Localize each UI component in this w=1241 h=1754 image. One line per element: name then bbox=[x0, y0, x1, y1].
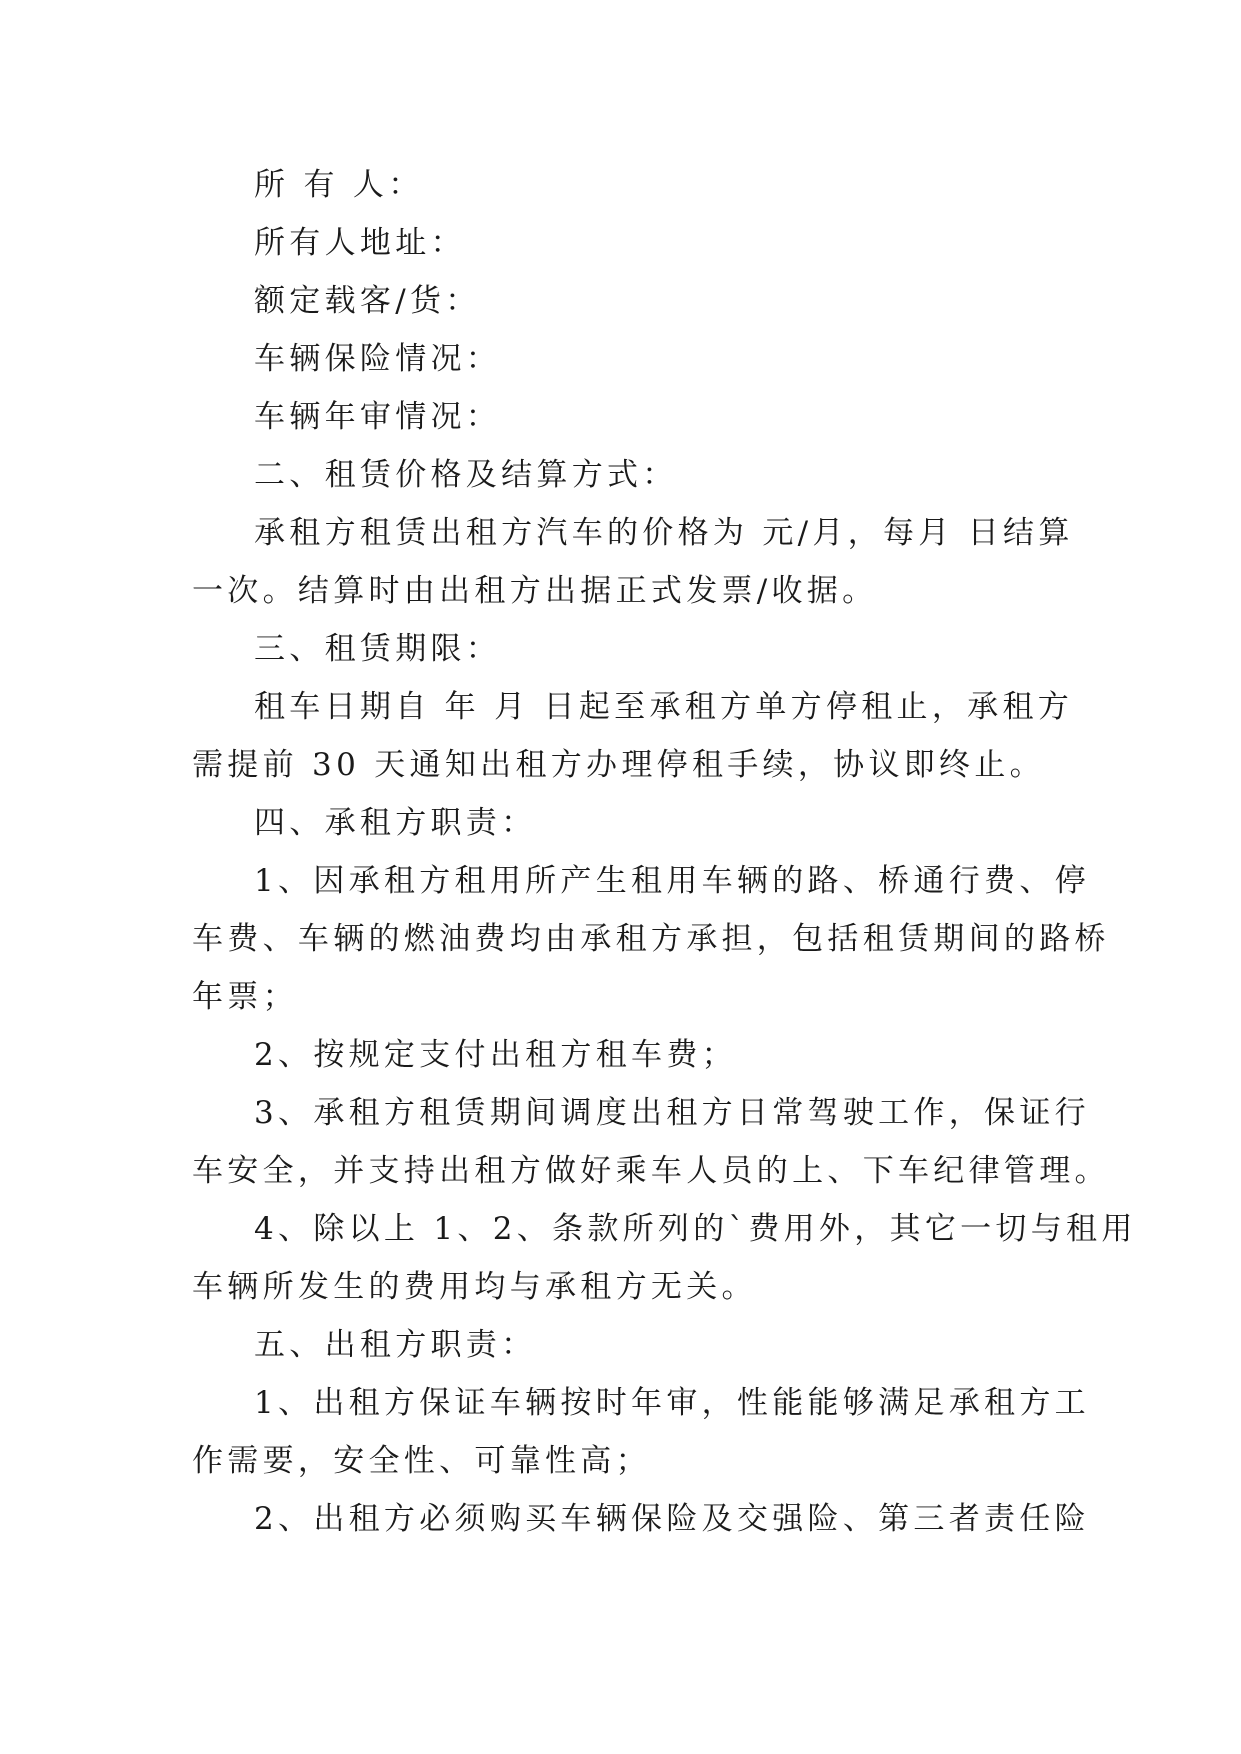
clause-line: 年票； bbox=[192, 979, 298, 1015]
clause-line: 1、出租方保证车辆按时年审，性能能够满足承租方工 bbox=[254, 1385, 1090, 1421]
clause-line: 车费、车辆的燃油费均由承租方承担，包括租赁期间的路桥 bbox=[192, 921, 1110, 957]
clause-line: 车辆所发生的费用均与承租方无关。 bbox=[192, 1269, 757, 1305]
section-heading-lessor-duties: 五、出租方职责： bbox=[254, 1327, 537, 1363]
clause-line: 1、因承租方租用所产生租用车辆的路、桥通行费、停 bbox=[254, 863, 1090, 899]
rated-capacity-field: 额定载客/货： bbox=[254, 283, 481, 319]
owner-field: 所 有 人： bbox=[254, 167, 424, 203]
clause-line: 3、承租方租赁期间调度出租方日常驾驶工作，保证行 bbox=[254, 1095, 1090, 1131]
owner-address-field: 所有人地址： bbox=[254, 225, 466, 261]
document-page bbox=[192, 156, 1137, 1548]
paragraph-line: 租车日期自 年 月 日起至承租方单方停租止，承租方 bbox=[254, 689, 1074, 725]
section-heading-term: 三、租赁期限： bbox=[254, 631, 502, 667]
clause-line: 4、除以上 1、2、条款所列的`费用外，其它一切与租用 bbox=[254, 1211, 1137, 1247]
annual-inspection-field: 车辆年审情况： bbox=[254, 399, 502, 435]
paragraph-line: 承租方租赁出租方汽车的价格为 元/月，每月 日结算 bbox=[254, 515, 1074, 551]
clause-line: 2、按规定支付出租方租车费； bbox=[254, 1037, 737, 1073]
clause-line: 作需要，安全性、可靠性高； bbox=[192, 1443, 651, 1479]
clause-line: 车安全，并支持出租方做好乘车人员的上、下车纪律管理。 bbox=[192, 1153, 1110, 1189]
section-heading-lessee-duties: 四、承租方职责： bbox=[254, 805, 537, 841]
clause-line: 2、出租方必须购买车辆保险及交强险、第三者责任险 bbox=[254, 1501, 1090, 1537]
paragraph-line: 需提前 30 天通知出租方办理停租手续，协议即终止。 bbox=[192, 747, 1045, 783]
paragraph-line: 一次。结算时由出租方出据正式发票/收据。 bbox=[192, 573, 878, 609]
insurance-status-field: 车辆保险情况： bbox=[254, 341, 502, 377]
section-heading-price: 二、租赁价格及结算方式： bbox=[254, 457, 678, 493]
